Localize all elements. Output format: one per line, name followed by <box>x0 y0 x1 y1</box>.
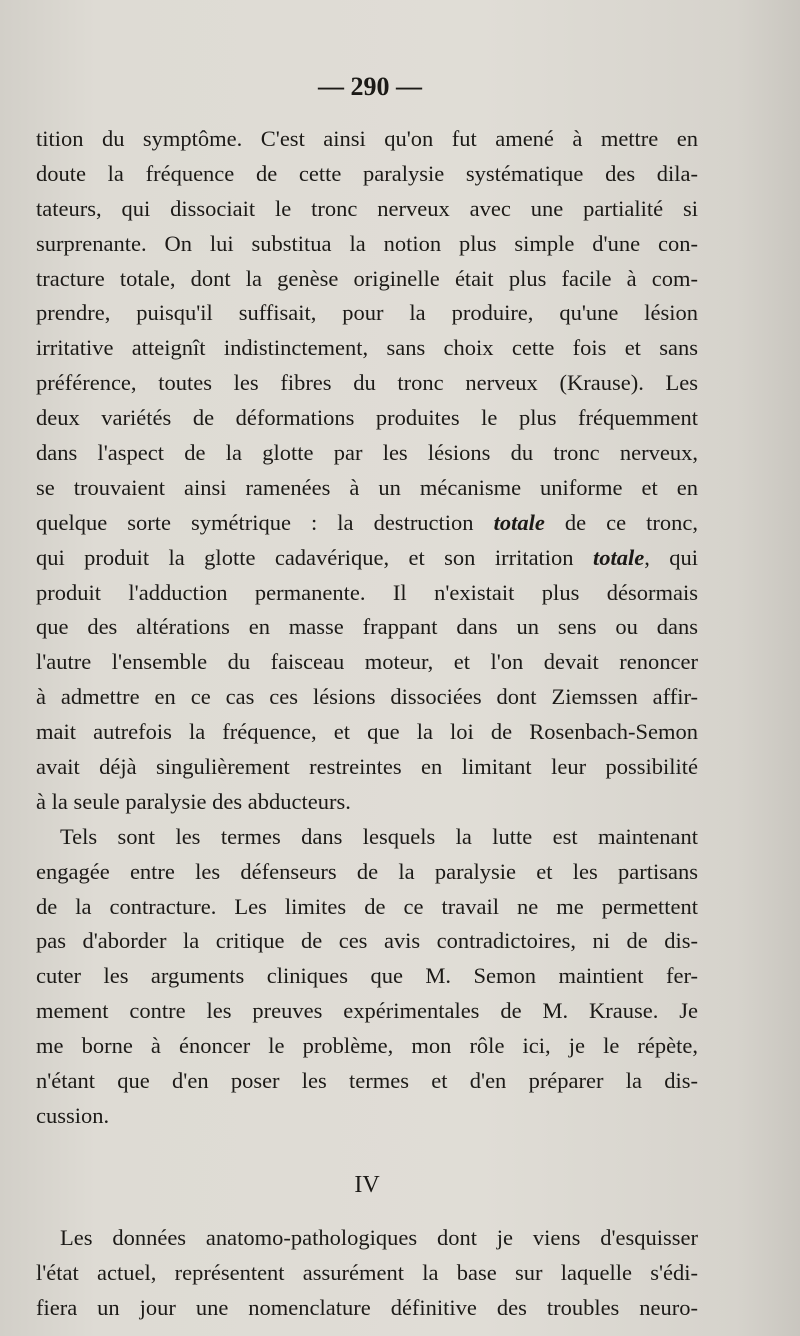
text-line: deux variétés de déformations produites le plus fréquemment <box>36 405 698 431</box>
text-line: produit l'adduction permanente. Il n'existait plus désormais <box>36 579 698 605</box>
text-line: irritative atteignît indistinctement, sans choix cette fois et sans <box>36 335 698 361</box>
text-line: mement contre les preuves expérimentales de M. Krause. Je <box>36 998 698 1024</box>
text-line: pas d'aborder la critique de ces avis contradictoires, ni de dis- <box>36 928 698 954</box>
text-line: de la contracture. Les limites de ce travail ne me permettent <box>36 893 698 919</box>
text-line: l'état actuel, représentent assurément la base sur laquelle s'édi- <box>36 1259 698 1285</box>
text-line: prendre, puisqu'il suffisait, pour la produire, qu'une lésion <box>36 300 698 326</box>
text-line: tateurs, qui dissociait le tronc nerveux avec une partialité si <box>36 195 698 221</box>
text-line: l'autre l'ensemble du faisceau moteur, et l'on devait renoncer <box>36 649 698 675</box>
main-text <box>36 122 698 1325</box>
text-line: avait déjà singulièrement restreintes en limitant leur possibilité <box>36 754 698 780</box>
text-line: tition du symptôme. C'est ainsi qu'on fut amené à mettre en <box>36 126 698 151</box>
text-line: tracture totale, dont la genèse originelle était plus facile à com- <box>36 265 698 291</box>
page-number: — 290 — <box>318 72 422 101</box>
text-segment: , qui <box>644 544 698 570</box>
text-line: se trouvaient ainsi ramenées à un mécanisme uniforme et en <box>36 474 698 500</box>
text-line: cuter les arguments cliniques que M. Semon maintient fer- <box>36 963 698 989</box>
text-segment: quelque sorte symétrique : la destruction <box>36 509 494 535</box>
text-line: n'étant que d'en poser les termes et d'en préparer la dis- <box>36 1068 698 1094</box>
text-segment: qui produit la glotte cadavérique, et son irritation <box>36 544 593 570</box>
text-line: fiera un jour une nomenclature définitive des troubles neuro- <box>36 1294 698 1320</box>
text-line: surprenante. On lui substitua la notion plus simple d'une con- <box>36 230 698 256</box>
text-line: que des altérations en masse frappant dans un sens ou dans <box>36 614 698 640</box>
emphasis-totale: totale <box>493 509 545 535</box>
emphasis-totale: totale <box>592 544 645 570</box>
text-segment: de ce tronc, <box>544 509 698 535</box>
text-line-with-emphasis <box>36 541 698 576</box>
text-line: Les données anatomo-pathologiques dont je viens d'esquisser <box>60 1224 698 1250</box>
text-line: me borne à énoncer le problème, mon rôle ici, je le répète, <box>36 1033 698 1059</box>
text-line: à admettre en ce cas ces lésions dissociées dont Ziemssen affir- <box>36 684 698 710</box>
section-heading: IV <box>354 1171 380 1198</box>
text-line: doute la fréquence de cette paralysie systématique des dila- <box>36 160 698 186</box>
text-line: à la seule paralysie des abducteurs. <box>36 788 351 814</box>
text-line: cussion. <box>36 1102 110 1128</box>
text-line: Tels sont les termes dans lesquels la lutte est maintenant <box>60 823 698 849</box>
text-line: mait autrefois la fréquence, et que la loi de Rosenbach-Semon <box>36 719 698 745</box>
text-line: dans l'aspect de la glotte par les lésions du tronc nerveux, <box>36 440 698 466</box>
text-line: préférence, toutes les fibres du tronc nerveux (Krause). Les <box>36 370 698 396</box>
text-line-with-emphasis <box>36 506 698 541</box>
text-line: engagée entre les défenseurs de la paralysie et les partisans <box>36 858 698 884</box>
